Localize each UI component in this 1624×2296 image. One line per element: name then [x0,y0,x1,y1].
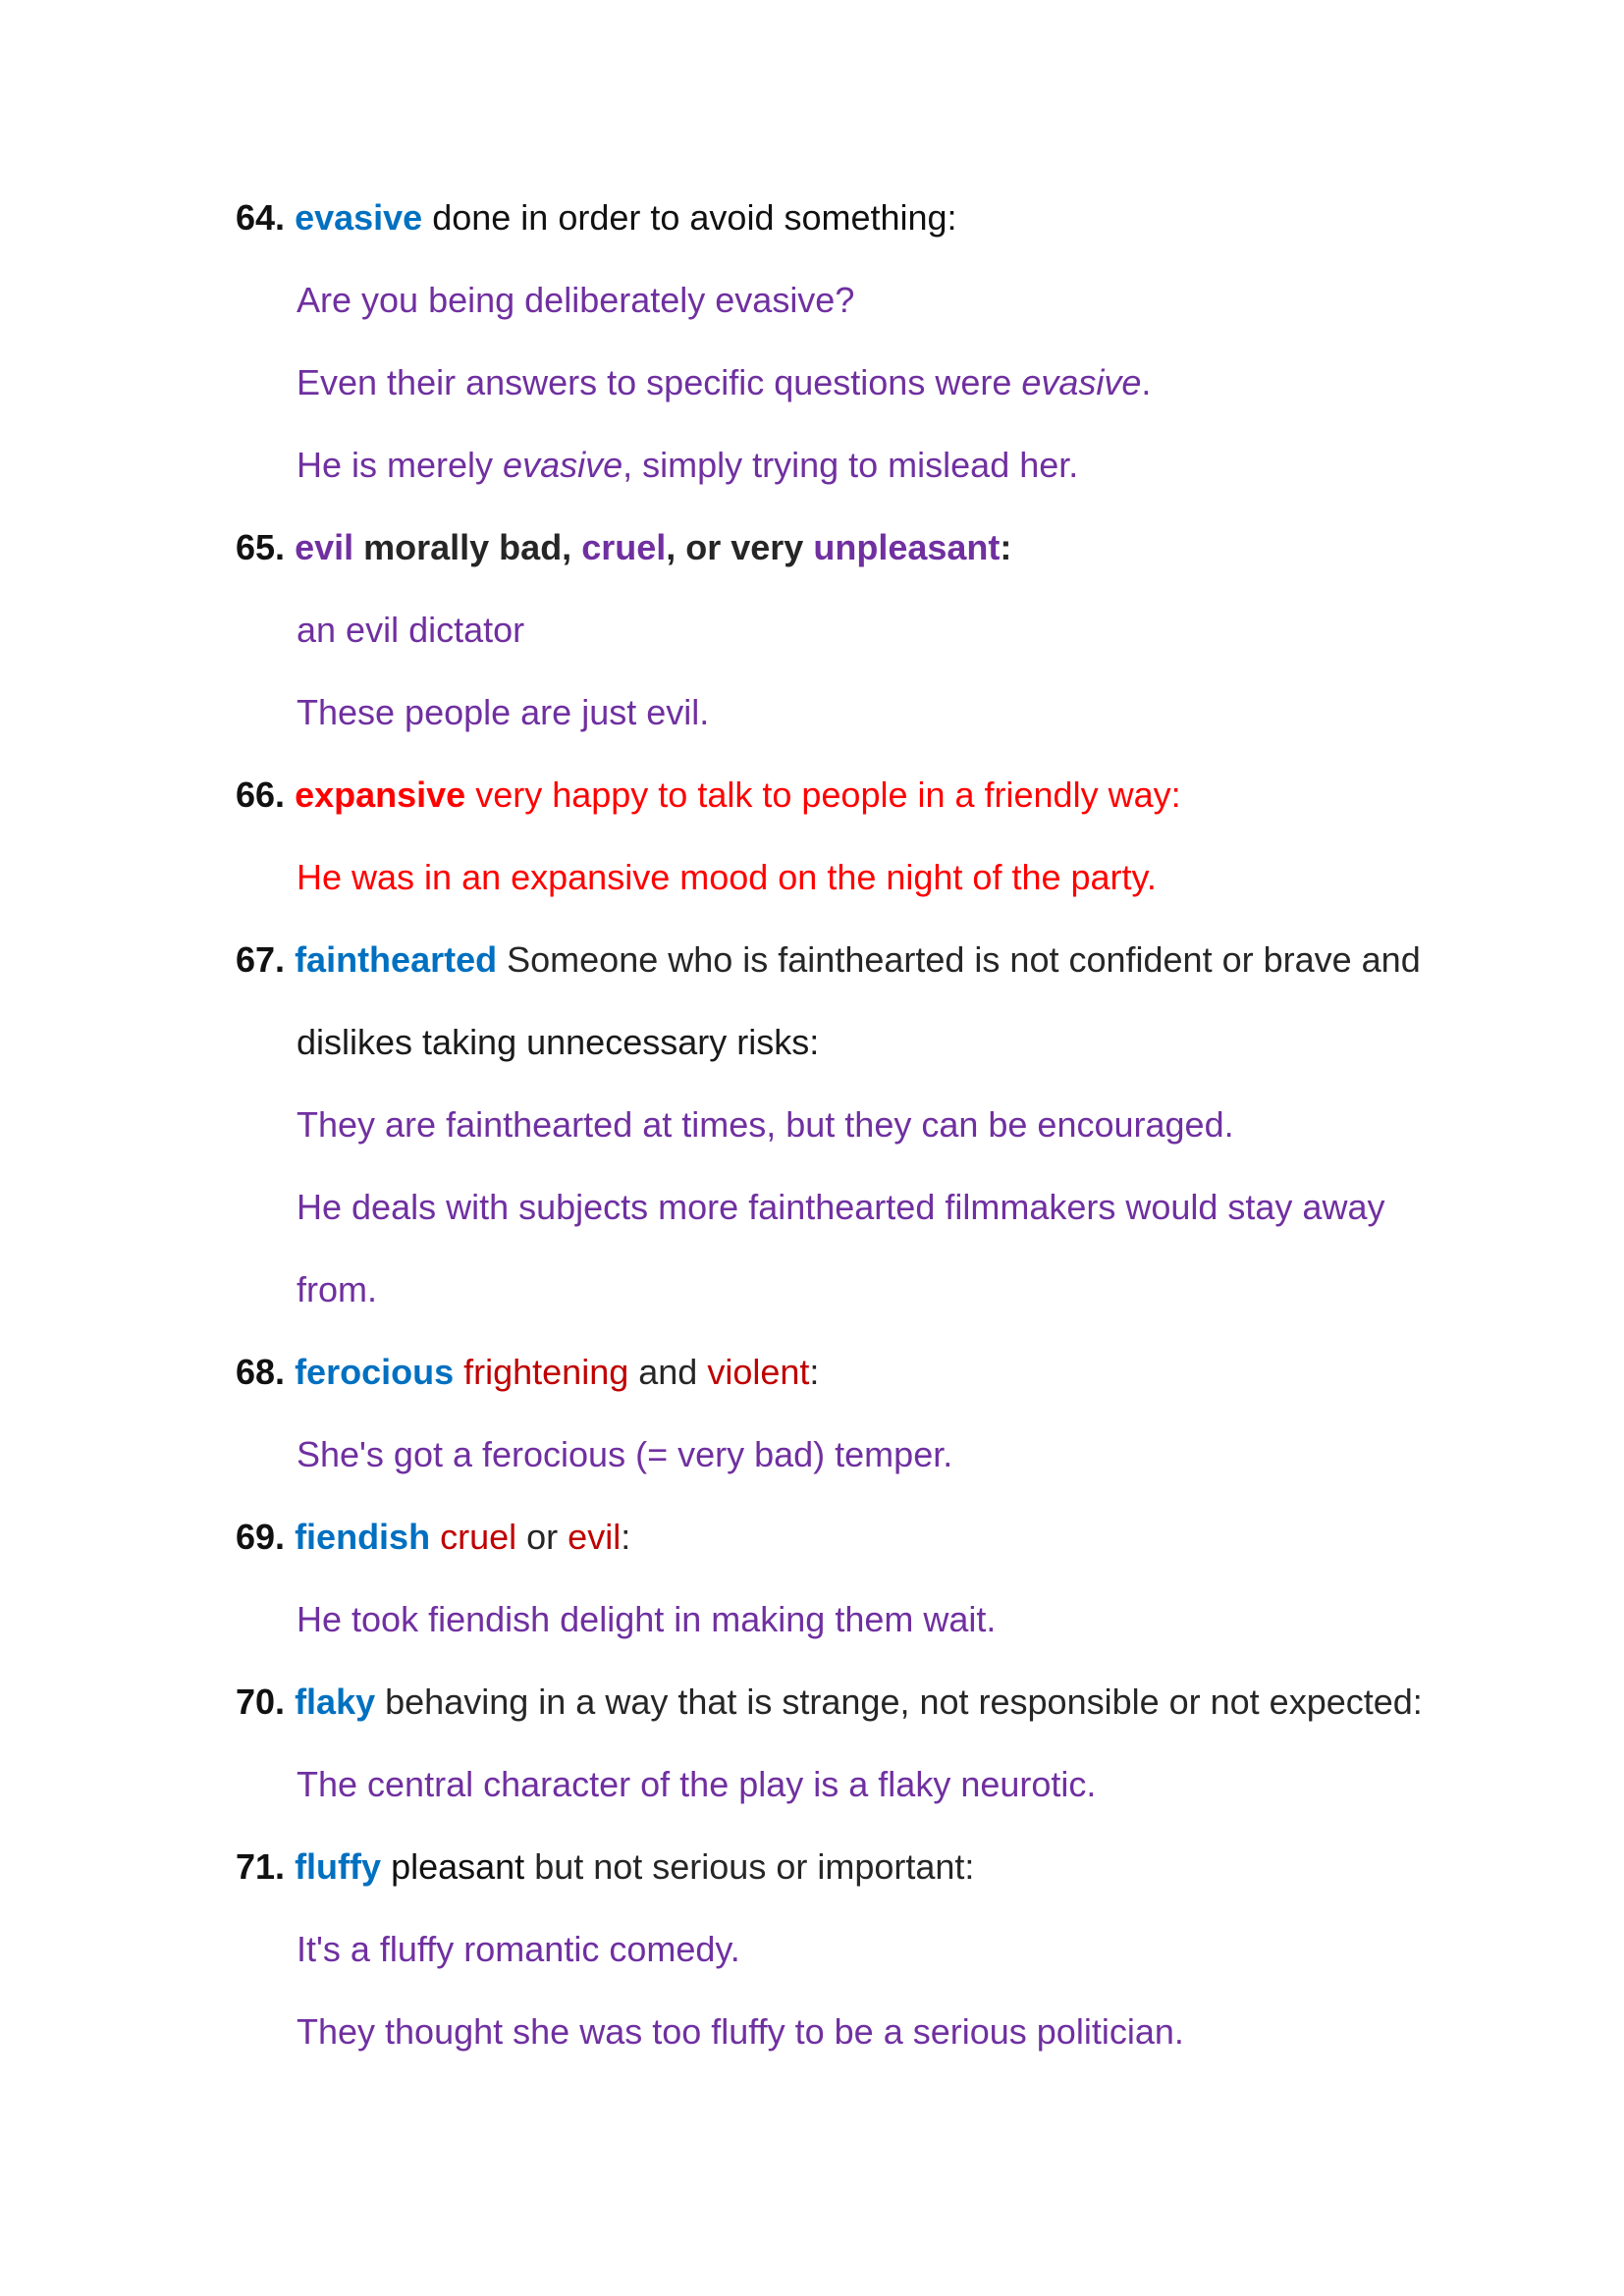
linked-word[interactable]: unpleasant [813,527,1001,567]
definition: but not serious or important: [534,1846,975,1887]
example-text: Even their answers to specific questions were [297,362,1022,402]
italic-headword: evasive [1021,362,1142,402]
entry-66-headline [236,774,1181,817]
definition: and [638,1352,698,1392]
entry-number: 65. [236,527,286,567]
italic-headword: evasive [503,445,623,485]
headword: fluffy [295,1846,382,1887]
linked-word[interactable]: violent [707,1352,810,1392]
linked-word[interactable]: cruel [581,527,667,567]
example-sentence [297,361,1151,404]
example-sentence: They thought she was too fluffy to be a serious politician. [297,2011,1184,2052]
headword: flaky [295,1682,376,1722]
definition: done in order to avoid something: [432,197,957,238]
entry-64-headline [236,196,957,240]
headword: fainthearted [295,939,498,980]
entry-71-headline [236,1845,974,1889]
headword: evil [295,527,354,567]
example-sentence: These people are just evil. [297,692,710,732]
example-sentence: He was in an expansive mood on the night of the party. [297,857,1157,897]
example-sentence [297,444,1078,487]
example-sentence: The central character of the play is a flaky neurotic. [297,1764,1097,1804]
linked-word[interactable]: frightening [463,1352,629,1392]
entry-68-headline [236,1351,819,1394]
definition: or [526,1517,559,1557]
entry-67-headline [236,938,1421,982]
definition: : [1000,527,1012,567]
example-text: He is merely [297,445,504,485]
example-sentence: They are fainthearted at times, but they can be encouraged. [297,1104,1234,1145]
entry-number: 69. [236,1517,286,1557]
headword: evasive [295,197,423,238]
example-sentence: Are you being deliberately evasive? [297,280,855,320]
entry-number: 64. [236,197,286,238]
example-sentence: It's a fluffy romantic comedy. [297,1929,740,1969]
example-sentence: He took fiendish delight in making them wait. [297,1599,997,1639]
definition: behaving in a way that is strange, not responsible or not expected: [385,1682,1423,1722]
entry-number: 68. [236,1352,286,1392]
linked-word[interactable]: evil [568,1517,622,1557]
linked-word[interactable]: cruel [440,1517,517,1557]
linked-word[interactable]: pleasant [391,1846,525,1887]
entry-65-headline [236,526,1011,569]
entry-69-headline [236,1516,630,1559]
headword: expansive [295,774,466,815]
definition: : [621,1517,631,1557]
headword: fiendish [295,1517,431,1557]
example-text: , simply trying to mislead her. [623,445,1079,485]
definition: Someone who is fainthearted is not confident or brave and [507,939,1421,980]
example-sentence-continued: from. [297,1269,378,1309]
headword: ferocious [295,1352,455,1392]
definition: morally bad, [363,527,572,567]
example-text: . [1141,362,1152,402]
example-sentence: He deals with subjects more fainthearted filmmakers would stay away [297,1187,1385,1227]
definition: very happy to talk to people in a friendly way: [475,774,1181,815]
example-sentence: an evil dictator [297,610,525,650]
entry-number: 70. [236,1682,286,1722]
definition-continued: dislikes taking unnecessary risks: [297,1022,820,1062]
definition: : [809,1352,820,1392]
entry-number: 66. [236,774,286,815]
entry-number: 67. [236,939,286,980]
entry-70-headline [236,1681,1423,1724]
definition: , or very [666,527,804,567]
example-sentence: She's got a ferocious (= very bad) temper. [297,1434,953,1474]
entry-number: 71. [236,1846,286,1887]
